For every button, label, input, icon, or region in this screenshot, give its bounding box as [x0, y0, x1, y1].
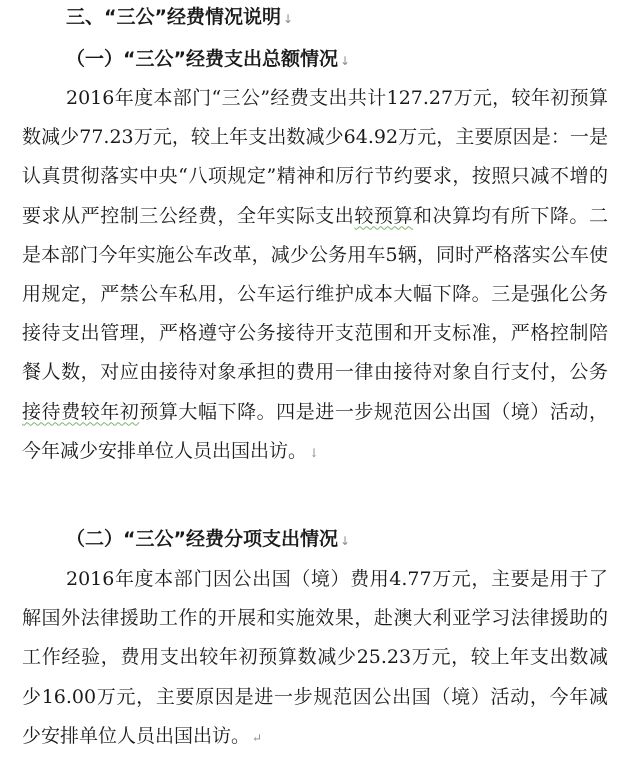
section-heading-three-public-expenses	[66, 4, 293, 32]
subheading-itemized-expenditure	[66, 526, 350, 554]
paragraph-total-expenditure	[22, 79, 608, 473]
heading-text: 三、“三公”经费情况说明	[66, 6, 281, 28]
line-break-mark: ↓	[282, 12, 294, 26]
text-run: 和决算均有所下降。二是本部门今年实施公车改革，减少公务用车5辆，同时严格落实公车使用规定，严禁公车私用，公车运行维护成本大幅下降。三是强化公务接待支出管理，严格遵守公务接待开支范围和开支标准，严格控制陪餐人数，对应由接待对象承担的费用一律由接待对象自行支付，公务	[22, 204, 608, 384]
grammar-flag[interactable]: 接待费较年初	[22, 400, 140, 423]
heading-text: （一）“三公”经费支出总额情况	[66, 48, 338, 70]
paragraph-itemized-expenditure	[22, 560, 608, 758]
heading-text: （二）“三公”经费分项支出情况	[66, 528, 338, 550]
line-break-mark: ↓	[309, 445, 320, 460]
text-run: 2016年度本部门因公出国（境）费用4.77万元，主要是用于了解国外法律援助工作的开展和实施效果，赴澳大利亚学习法律援助的工作经验，费用支出较年初预算数减少25.23万元，较上年支出数减少16.00万元，主要原因是进一步规范因公出国（境）活动，今年减少安排单位人员出国出访。	[22, 568, 608, 747]
line-break-mark: ↓	[339, 54, 351, 68]
line-break-mark: ↓	[339, 534, 351, 548]
text-run: 2016年度本部门“三公”经费支出共计127.27万元，较年初预算数减少77.23万元，较上年支出数减少64.92万元，主要原因是：一是认真贯彻落实中央“八项规定”精神和厉行节约要求，按照只减不增的要求从严控制三公经费，全年实际支出	[22, 87, 608, 227]
paragraph-end-mark: ↵	[252, 730, 263, 745]
text-run: 预算大幅下降。四是进一步规范因公出国（境）活动，今年减少安排单位人员出国出访。	[22, 400, 608, 462]
subheading-total-expenditure	[66, 46, 350, 74]
grammar-flag[interactable]: 较预算	[354, 204, 414, 227]
